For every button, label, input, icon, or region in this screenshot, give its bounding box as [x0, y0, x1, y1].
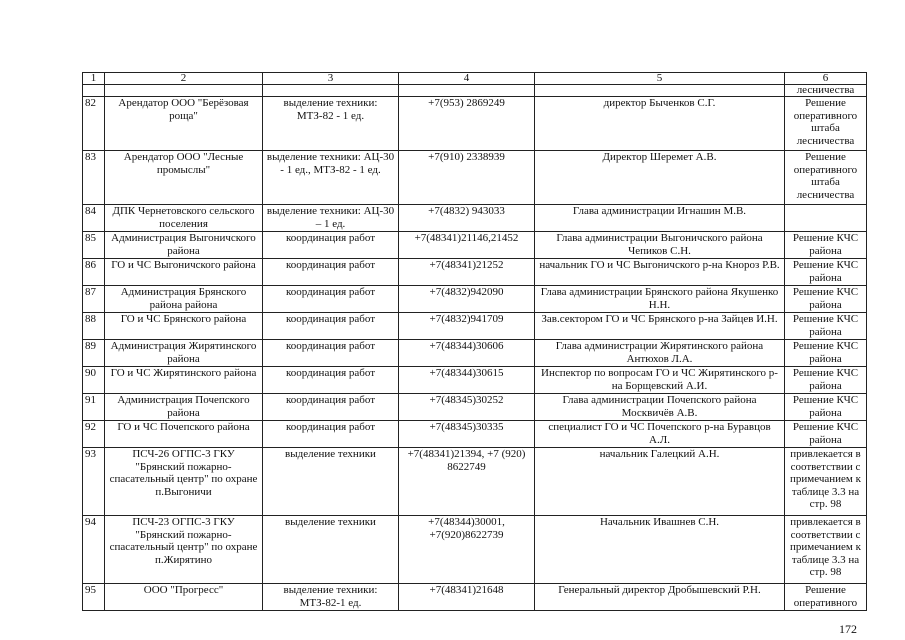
- phone-cell: +7(48344)30001, +7(920)8622739: [399, 516, 535, 584]
- task-cell: выделение техники: [263, 448, 399, 516]
- table-body: [83, 73, 867, 611]
- organization-cell: ГО и ЧС Жирятинского района: [105, 367, 263, 394]
- task-cell: координация работ: [263, 286, 399, 313]
- table-row: [83, 313, 867, 340]
- column-number: 1: [83, 73, 105, 85]
- organization-cell: Администрация Почепского района: [105, 394, 263, 421]
- row-number: 87: [83, 286, 105, 313]
- table-row: [83, 421, 867, 448]
- row-number: 88: [83, 313, 105, 340]
- phone-cell: +7(4832)942090: [399, 286, 535, 313]
- task-cell: координация работ: [263, 259, 399, 286]
- column-number-row: [83, 73, 867, 85]
- phone-cell: +7(48341)21252: [399, 259, 535, 286]
- table-row: [83, 367, 867, 394]
- organization-cell: ООО "Прогресс": [105, 584, 263, 611]
- organization-cell: ГО и ЧС Брянского района: [105, 313, 263, 340]
- continuation-row: [83, 85, 867, 97]
- basis-cell: привлекается в соответствии с примечанием к таблице 3.3 на стр. 98: [785, 516, 867, 584]
- organization-cell: Администрация Брянского района района: [105, 286, 263, 313]
- phone-cell: +7(48341)21146,21452: [399, 232, 535, 259]
- table-row: [83, 448, 867, 516]
- contact-cell: директор Быченков С.Г.: [535, 97, 785, 151]
- row-number: 82: [83, 97, 105, 151]
- table-row: [83, 584, 867, 611]
- row-number: 92: [83, 421, 105, 448]
- phone-cell: +7(48341)21394, +7 (920) 8622749: [399, 448, 535, 516]
- contact-cell: специалист ГО и ЧС Почепского р-на Буравцов А.Л.: [535, 421, 785, 448]
- table-row: [83, 340, 867, 367]
- phone-cell: +7(953) 2869249: [399, 97, 535, 151]
- basis-cell: Решение КЧС района: [785, 394, 867, 421]
- contact-cell: Генеральный директор Дробышевский Р.Н.: [535, 584, 785, 611]
- contact-cell: Глава администрации Брянского района Якушенко Н.Н.: [535, 286, 785, 313]
- column-number: 4: [399, 73, 535, 85]
- table-row: [83, 205, 867, 232]
- basis-cell: Решение КЧС района: [785, 259, 867, 286]
- contact-cell: начальник Галецкий А.Н.: [535, 448, 785, 516]
- table-row: [83, 151, 867, 205]
- basis-cell: Решение оперативного штаба лесничества: [785, 151, 867, 205]
- table-row: [83, 232, 867, 259]
- task-cell: координация работ: [263, 421, 399, 448]
- organization-cell: ДПК Чернетовского сельского поселения: [105, 205, 263, 232]
- organization-cell: Арендатор ООО "Берёзовая роща": [105, 97, 263, 151]
- basis-cell: Решение оперативного штаба лесничества: [785, 97, 867, 151]
- column-number: 5: [535, 73, 785, 85]
- contact-cell: Начальник Ивашнев С.Н.: [535, 516, 785, 584]
- row-number: 91: [83, 394, 105, 421]
- organizations-table: [82, 72, 867, 611]
- task-cell: координация работ: [263, 340, 399, 367]
- contact-cell: Зав.сектором ГО и ЧС Брянского р-на Зайцев И.Н.: [535, 313, 785, 340]
- basis-cell: [785, 205, 867, 232]
- phone-cell: +7(4832)941709: [399, 313, 535, 340]
- phone-cell: +7(910) 2338939: [399, 151, 535, 205]
- contact-cell: Инспектор по вопросам ГО и ЧС Жирятинского р-на Борщевский А.И.: [535, 367, 785, 394]
- column-number: 6: [785, 73, 867, 85]
- basis-cell: Решение КЧС района: [785, 232, 867, 259]
- task-cell: координация работ: [263, 313, 399, 340]
- task-cell: выделение техники: МТЗ-82-1 ед.: [263, 584, 399, 611]
- table-row: [83, 97, 867, 151]
- row-number: 95: [83, 584, 105, 611]
- contact-cell: Глава администрации Игнашин М.В.: [535, 205, 785, 232]
- continuation-cell: лесничества: [785, 85, 867, 97]
- organization-cell: Администрация Выгоничского района: [105, 232, 263, 259]
- basis-cell: Решение КЧС района: [785, 340, 867, 367]
- phone-cell: +7(48344)30615: [399, 367, 535, 394]
- column-number: 2: [105, 73, 263, 85]
- phone-cell: +7(48344)30606: [399, 340, 535, 367]
- row-number: 84: [83, 205, 105, 232]
- organization-cell: ПСЧ-23 ОГПС-3 ГКУ "Брянский пожарно-спасательный центр" по охране п.Жирятино: [105, 516, 263, 584]
- contact-cell: Глава администрации Выгоничского района Чепиков С.Н.: [535, 232, 785, 259]
- phone-cell: +7(48345)30335: [399, 421, 535, 448]
- task-cell: координация работ: [263, 367, 399, 394]
- phone-cell: +7(48341)21648: [399, 584, 535, 611]
- table-row: [83, 394, 867, 421]
- organization-cell: Администрация Жирятинского района: [105, 340, 263, 367]
- task-cell: выделение техники: [263, 516, 399, 584]
- table-row: [83, 259, 867, 286]
- phone-cell: +7(48345)30252: [399, 394, 535, 421]
- contact-cell: Директор Шеремет А.В.: [535, 151, 785, 205]
- task-cell: выделение техники: АЦ-30 – 1 ед.: [263, 205, 399, 232]
- basis-cell: Решение КЧС района: [785, 367, 867, 394]
- basis-cell: Решение КЧС района: [785, 286, 867, 313]
- column-number: 3: [263, 73, 399, 85]
- row-number: 85: [83, 232, 105, 259]
- phone-cell: +7(4832) 943033: [399, 205, 535, 232]
- row-number: 89: [83, 340, 105, 367]
- page-number: 172: [839, 622, 857, 636]
- contact-cell: Глава администрации Почепского района Москвичёв А.В.: [535, 394, 785, 421]
- row-number: 94: [83, 516, 105, 584]
- basis-cell: Решение КЧС района: [785, 421, 867, 448]
- organization-cell: ПСЧ-26 ОГПС-3 ГКУ "Брянский пожарно-спасательный центр" по охране п.Выгоничи: [105, 448, 263, 516]
- organization-cell: ГО и ЧС Почепского района: [105, 421, 263, 448]
- organization-cell: Арендатор ООО "Лесные промыслы": [105, 151, 263, 205]
- task-cell: выделение техники: АЦ-30 - 1 ед., МТЗ-82 - 1 ед.: [263, 151, 399, 205]
- row-number: 86: [83, 259, 105, 286]
- task-cell: выделение техники: МТЗ-82 - 1 ед.: [263, 97, 399, 151]
- basis-cell: Решение КЧС района: [785, 313, 867, 340]
- row-number: 90: [83, 367, 105, 394]
- task-cell: координация работ: [263, 232, 399, 259]
- basis-cell: привлекается в соответствии с примечанием к таблице 3.3 на стр. 98: [785, 448, 867, 516]
- contact-cell: Глава администрации Жирятинского района Антюхов Л.А.: [535, 340, 785, 367]
- contact-cell: начальник ГО и ЧС Выгоничского р-на Кнороз Р.В.: [535, 259, 785, 286]
- organization-cell: ГО и ЧС Выгоничского района: [105, 259, 263, 286]
- row-number: 93: [83, 448, 105, 516]
- task-cell: координация работ: [263, 394, 399, 421]
- basis-cell: Решение оперативного: [785, 584, 867, 611]
- table-row: [83, 516, 867, 584]
- row-number: 83: [83, 151, 105, 205]
- table-row: [83, 286, 867, 313]
